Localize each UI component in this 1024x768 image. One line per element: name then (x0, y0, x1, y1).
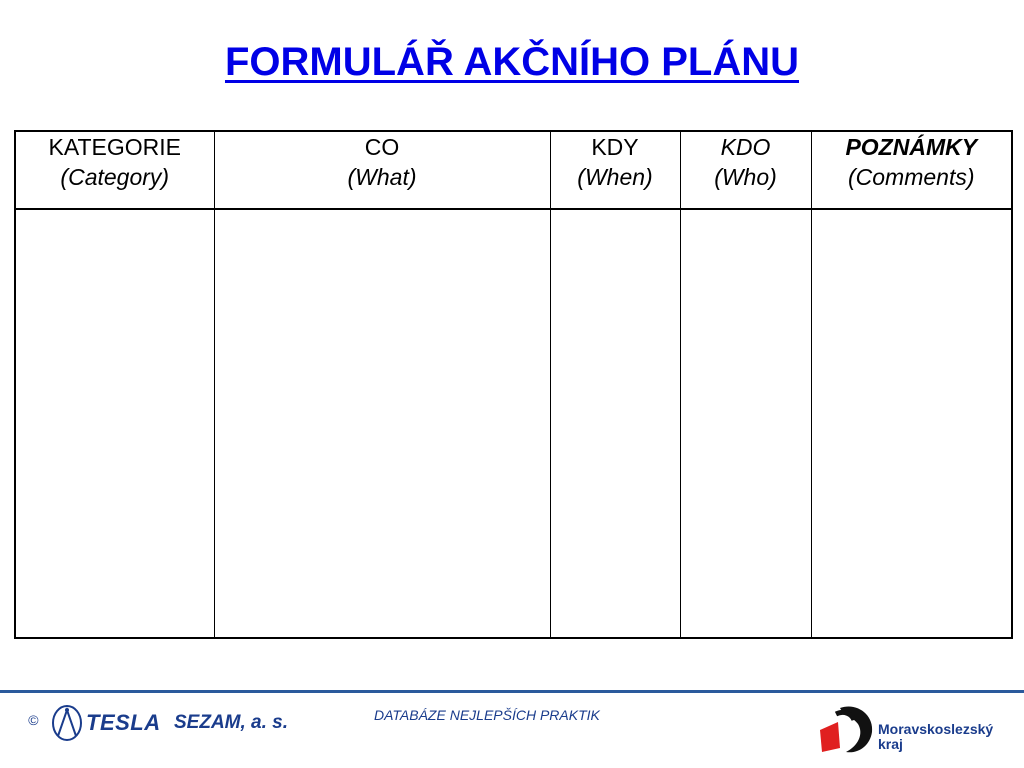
copyright-symbol: © (28, 712, 39, 728)
header-kdy-sublabel: (When) (577, 164, 653, 190)
region-name (878, 722, 993, 752)
header-poznamky-label: POZNÁMKY (845, 134, 978, 160)
cell-poznamky[interactable] (811, 209, 1012, 638)
table-body-row (15, 209, 1012, 638)
header-kdo (680, 131, 811, 209)
cell-co[interactable] (214, 209, 550, 638)
header-co (214, 131, 550, 209)
cell-kategorie[interactable] (15, 209, 214, 638)
action-plan-table (14, 130, 1013, 639)
header-kategorie-label: KATEGORIE (48, 134, 181, 160)
header-poznamky-sublabel: (Comments) (847, 164, 975, 190)
tesla-emblem-icon (50, 704, 84, 742)
header-kategorie (15, 131, 214, 209)
table-header-row (15, 131, 1012, 209)
region-name-line1: Moravskoslezský (878, 721, 994, 737)
header-kategorie-sublabel: (Category) (60, 164, 170, 190)
header-co-label: CO (364, 134, 400, 160)
cell-kdo[interactable] (680, 209, 811, 638)
company-name: SEZAM, a. s. (174, 712, 289, 733)
region-name-line2: kraj (878, 736, 903, 752)
header-co-sublabel: (What) (347, 164, 417, 190)
footer-divider (0, 690, 1024, 693)
header-kdo-sublabel: (Who) (714, 164, 777, 190)
header-kdo-label: KDO (720, 134, 771, 160)
header-poznamky (811, 131, 1012, 209)
tesla-logo-text: TESLA (86, 710, 161, 735)
page-title: FORMULÁŘ AKČNÍHO PLÁNU (224, 40, 800, 84)
cell-kdy[interactable] (550, 209, 680, 638)
header-kdy-label: KDY (591, 134, 639, 160)
moravskoslezsky-kraj-logo-icon (818, 700, 878, 758)
footer-center-text: DATABÁZE NEJLEPŠÍCH PRAKTIK (374, 707, 600, 723)
header-kdy (550, 131, 680, 209)
